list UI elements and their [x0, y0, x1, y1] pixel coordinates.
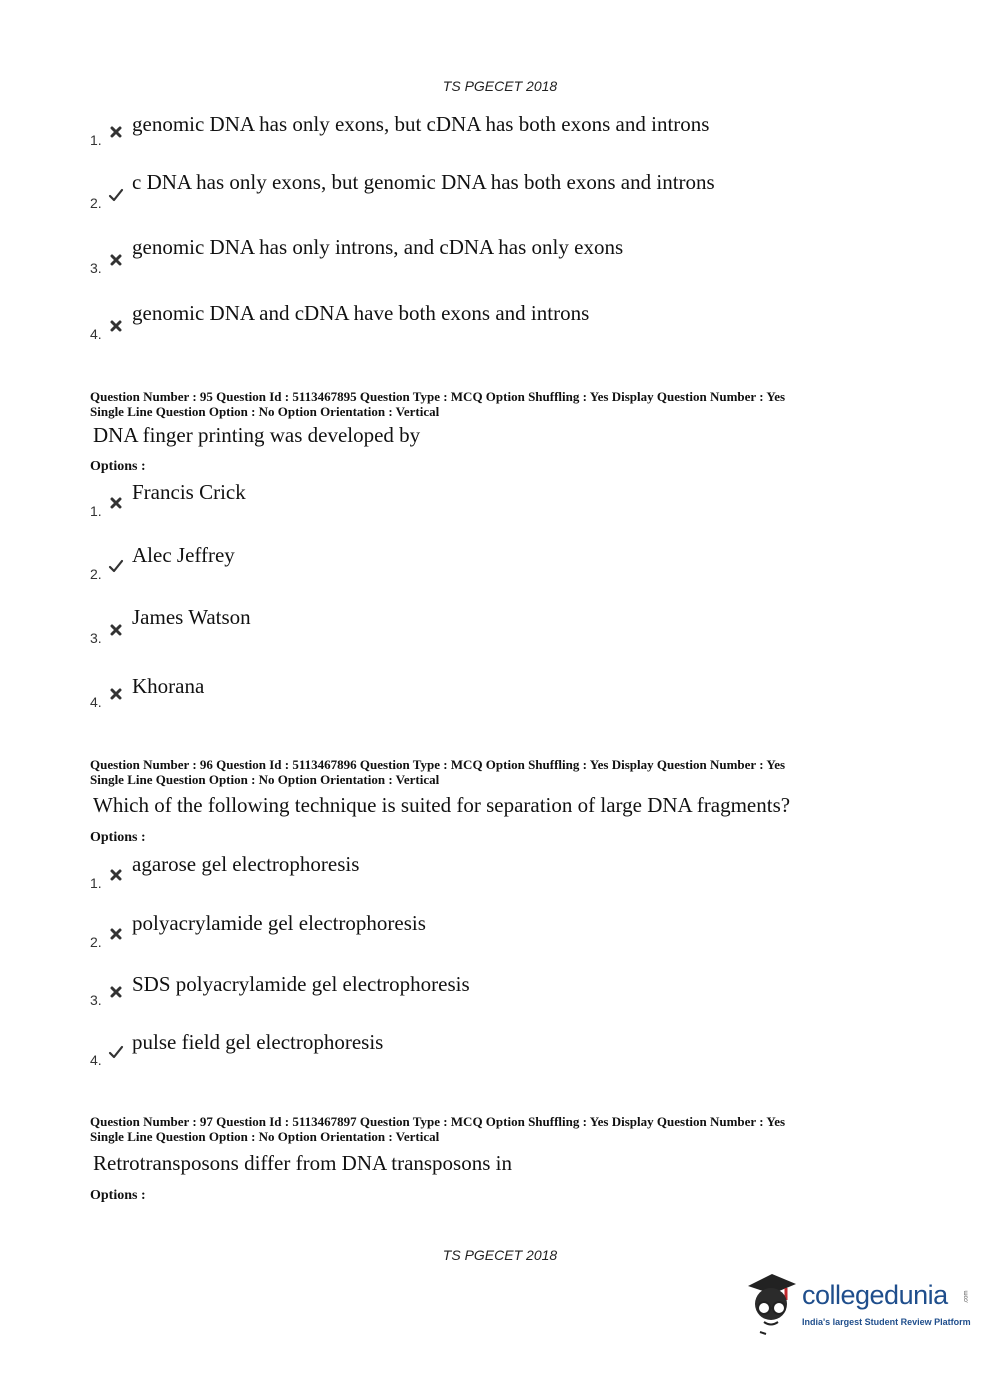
collegedunia-logo — [742, 1270, 972, 1340]
option-number: 3. — [90, 630, 102, 646]
option-text: Khorana — [132, 674, 205, 698]
meta-line: Question Number : 97 Question Id : 5113467897 Question Type : MCQ Option Shuffling : Yes Display Question Number : Yes — [90, 1114, 786, 1129]
check-icon — [108, 1044, 124, 1060]
option-text: genomic DNA has only exons, but cDNA has both exons and introns — [132, 112, 710, 136]
option-text: Francis Crick — [132, 480, 246, 504]
meta-line: Question Number : 95 Question Id : 5113467895 Question Type : MCQ Option Shuffling : Yes Display Question Number : Yes — [90, 389, 786, 404]
option-text: James Watson — [132, 605, 251, 629]
question-meta — [90, 389, 785, 419]
option-number: 4. — [90, 1052, 102, 1068]
brand-domain: .com — [963, 1290, 970, 1304]
cross-icon — [108, 495, 124, 511]
option-number: 4. — [90, 694, 102, 710]
cross-icon — [108, 984, 124, 1000]
option-number: 3. — [90, 992, 102, 1008]
option-text: pulse field gel electrophoresis — [132, 1030, 384, 1054]
brand-tagline: India's largest Student Review Platform — [802, 1317, 971, 1327]
brand-name: collegedunia — [802, 1280, 948, 1310]
options-label: Options : — [90, 830, 146, 845]
question-text: DNA finger printing was developed by — [93, 423, 421, 447]
check-icon — [108, 558, 124, 574]
meta-line: Single Line Question Option : No Option Orientation : Vertical — [90, 1129, 440, 1144]
cross-icon — [108, 622, 124, 638]
meta-line: Single Line Question Option : No Option Orientation : Vertical — [90, 404, 440, 419]
option-text: SDS polyacrylamide gel electrophoresis — [132, 972, 470, 996]
option-number: 2. — [90, 566, 102, 582]
option-number: 1. — [90, 875, 102, 891]
option-number: 2. — [90, 195, 102, 211]
cross-icon — [108, 867, 124, 883]
option-number: 1. — [90, 503, 102, 519]
options-label: Options : — [90, 459, 146, 474]
question-meta — [90, 1114, 785, 1144]
meta-line: Single Line Question Option : No Option Orientation : Vertical — [90, 772, 440, 787]
mascot-icon — [742, 1270, 800, 1336]
question-text: Retrotransposons differ from DNA transposons in — [93, 1151, 512, 1175]
option-text: agarose gel electrophoresis — [132, 852, 360, 876]
option-number: 4. — [90, 326, 102, 342]
question-meta — [90, 757, 785, 787]
options-label: Options : — [90, 1188, 146, 1203]
cross-icon — [108, 124, 124, 140]
meta-line: Question Number : 96 Question Id : 5113467896 Question Type : MCQ Option Shuffling : Yes Display Question Number : Yes — [90, 757, 786, 772]
option-text: c DNA has only exons, but genomic DNA has both exons and introns — [132, 170, 715, 194]
page-footer: TS PGECET 2018 — [442, 1247, 558, 1263]
cross-icon — [108, 252, 124, 268]
cross-icon — [108, 686, 124, 702]
option-number: 1. — [90, 132, 102, 148]
option-text: genomic DNA and cDNA have both exons and introns — [132, 301, 590, 325]
option-number: 3. — [90, 260, 102, 276]
page-header: TS PGECET 2018 — [442, 78, 558, 94]
cross-icon — [108, 318, 124, 334]
check-icon — [108, 187, 124, 203]
option-text: genomic DNA has only introns, and cDNA has only exons — [132, 235, 624, 259]
question-text: Which of the following technique is suited for separation of large DNA fragments? — [93, 793, 791, 817]
cross-icon — [108, 926, 124, 942]
option-text: polyacrylamide gel electrophoresis — [132, 911, 426, 935]
option-number: 2. — [90, 934, 102, 950]
option-text: Alec Jeffrey — [132, 543, 235, 567]
